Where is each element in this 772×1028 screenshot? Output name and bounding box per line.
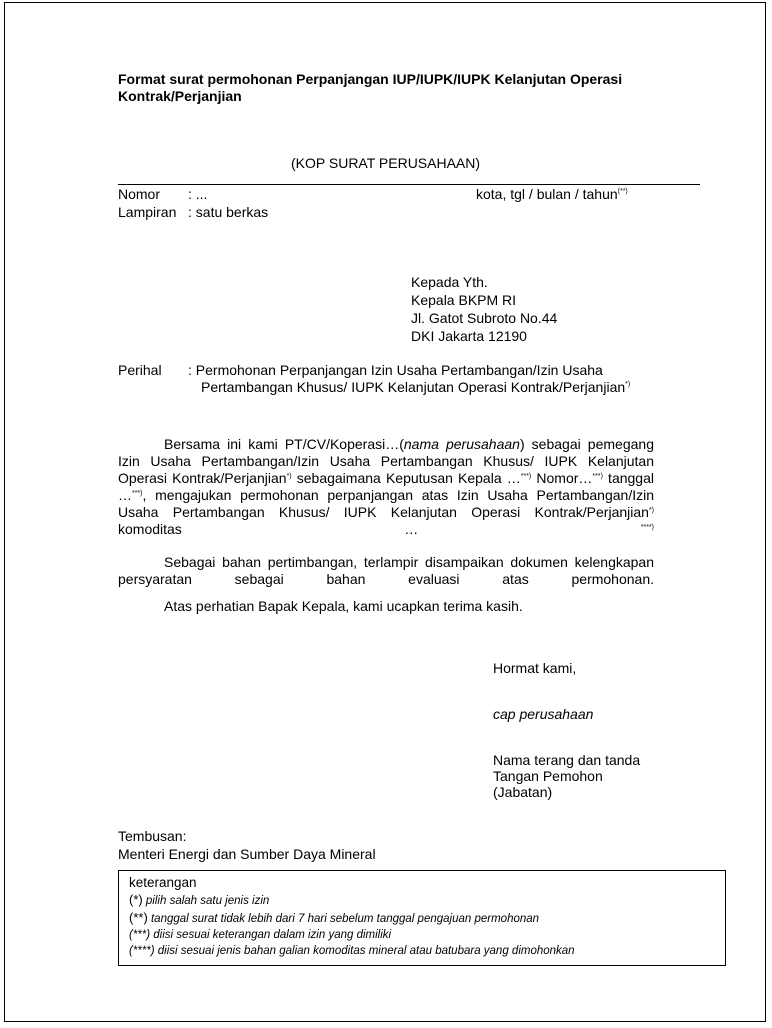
- notes-box: [118, 870, 726, 966]
- p1-part-e: tanggal …: [118, 470, 654, 503]
- p1-mark-6: ****): [640, 524, 654, 531]
- recipient-line3: Jl. Gatot Subroto No.44: [411, 310, 558, 326]
- document-title-line1: Format surat permohonan Perpanjangan IUP/IUPK/IUPK Kelanjutan Operasi: [118, 71, 623, 87]
- p1-part-a: Bersama ini kami PT/CV/Koperasi…(: [164, 436, 404, 452]
- p1-company-placeholder: nama perusahaan: [403, 436, 520, 452]
- note-text: diisi sesuai keterangan dalam izin yang dimiliki: [150, 929, 392, 941]
- p1-mark-5: *): [648, 507, 654, 514]
- recipient-line1: Kepada Yth.: [411, 274, 488, 290]
- note-item: [129, 944, 575, 958]
- perihal-footnote-mark: *): [625, 381, 631, 388]
- tembusan-label: Tembusan:: [118, 828, 187, 844]
- signature-position: (Jabatan): [493, 784, 553, 800]
- nomor-value: : ...: [188, 186, 208, 202]
- note-text: tanggal surat tidak lebih dari 7 hari sebelum tanggal pengajuan permohonan: [147, 913, 540, 925]
- p1-mark-3: ***): [592, 473, 603, 480]
- date-footnote-mark: (**): [617, 188, 628, 195]
- letterhead-placeholder: (KOP SURAT PERUSAHAAN): [291, 155, 481, 171]
- p1-part-c: sebagaimana Keputusan Kepala …: [291, 470, 521, 486]
- company-stamp-placeholder: cap perusahaan: [493, 706, 594, 722]
- signature-name-line1: Nama terang dan tanda: [493, 752, 641, 768]
- note-item: [129, 928, 391, 942]
- note-mark: (***): [129, 929, 151, 941]
- note-item: [129, 911, 539, 926]
- lampiran-value: : satu berkas: [188, 204, 269, 220]
- perihal-label: Perihal: [118, 362, 162, 378]
- note-text: pilih salah satu jenis izin: [142, 895, 270, 907]
- letterhead-rule: [118, 184, 700, 185]
- body-paragraph-2: Sebagai bahan pertimbangan, terlampir disampaikan dokumen kelengkapan persyaratan sebagai bahan evaluasi atas permohonan.: [118, 554, 654, 587]
- date-line: [476, 186, 628, 202]
- perihal-line2-text: Pertambangan Khusus/ IUPK Kelanjutan Operasi Kontrak/Perjanjian: [201, 379, 626, 395]
- closing-salutation: Hormat kami,: [493, 660, 577, 676]
- perihal-line1: : Permohonan Perpanjangan Izin Usaha Pertambangan/Izin Usaha: [188, 362, 603, 378]
- signature-name-line2: Tangan Pemohon: [493, 768, 603, 784]
- date-text: kota, tgl / bulan / tahun: [476, 186, 618, 202]
- recipient-line4: DKI Jakarta 12190: [411, 328, 527, 344]
- nomor-label: Nomor: [118, 186, 161, 202]
- perihal-line2: [201, 379, 630, 395]
- note-mark: (*): [129, 892, 143, 907]
- p1-mark-2: ***): [520, 473, 532, 480]
- p1-part-f: , mengajukan permohonan perpanjangan atas Izin Usaha Pertambangan/Izin Usaha Pertambangan Khusus/ IUPK Kelanjutan Operasi Kontrak/Perjanjian: [118, 487, 654, 520]
- p1-part-b: ) sebagai pemegang Izin Usaha Pertambangan/Izin Usaha Pertambangan Khusus/ IUPK Kelanjutan Operasi Kontrak/Perjanjian: [118, 436, 654, 486]
- note-item: [129, 893, 269, 908]
- tembusan-recipient: Menteri Energi dan Sumber Daya Mineral: [118, 846, 376, 862]
- body-paragraph-3: Atas perhatian Bapak Kepala, kami ucapkan terima kasih.: [164, 598, 523, 614]
- document-title-line2: Kontrak/Perjanjian: [118, 88, 242, 104]
- p1-mark-1: *): [286, 473, 292, 480]
- body-paragraph-1: [118, 436, 654, 555]
- p1-part-d: Nomor…: [531, 470, 593, 486]
- note-mark: (****): [129, 945, 155, 957]
- recipient-line2: Kepala BKPM RI: [411, 292, 517, 308]
- p1-part-g: komoditas …: [118, 521, 641, 537]
- notes-heading: keterangan: [129, 875, 197, 890]
- note-text: diisi sesuai jenis bahan galian komoditas mineral atau batubara yang dimohonkan: [154, 945, 575, 957]
- p1-mark-4: ***): [132, 490, 143, 497]
- note-mark: (**): [129, 910, 148, 925]
- lampiran-label: Lampiran: [118, 204, 177, 220]
